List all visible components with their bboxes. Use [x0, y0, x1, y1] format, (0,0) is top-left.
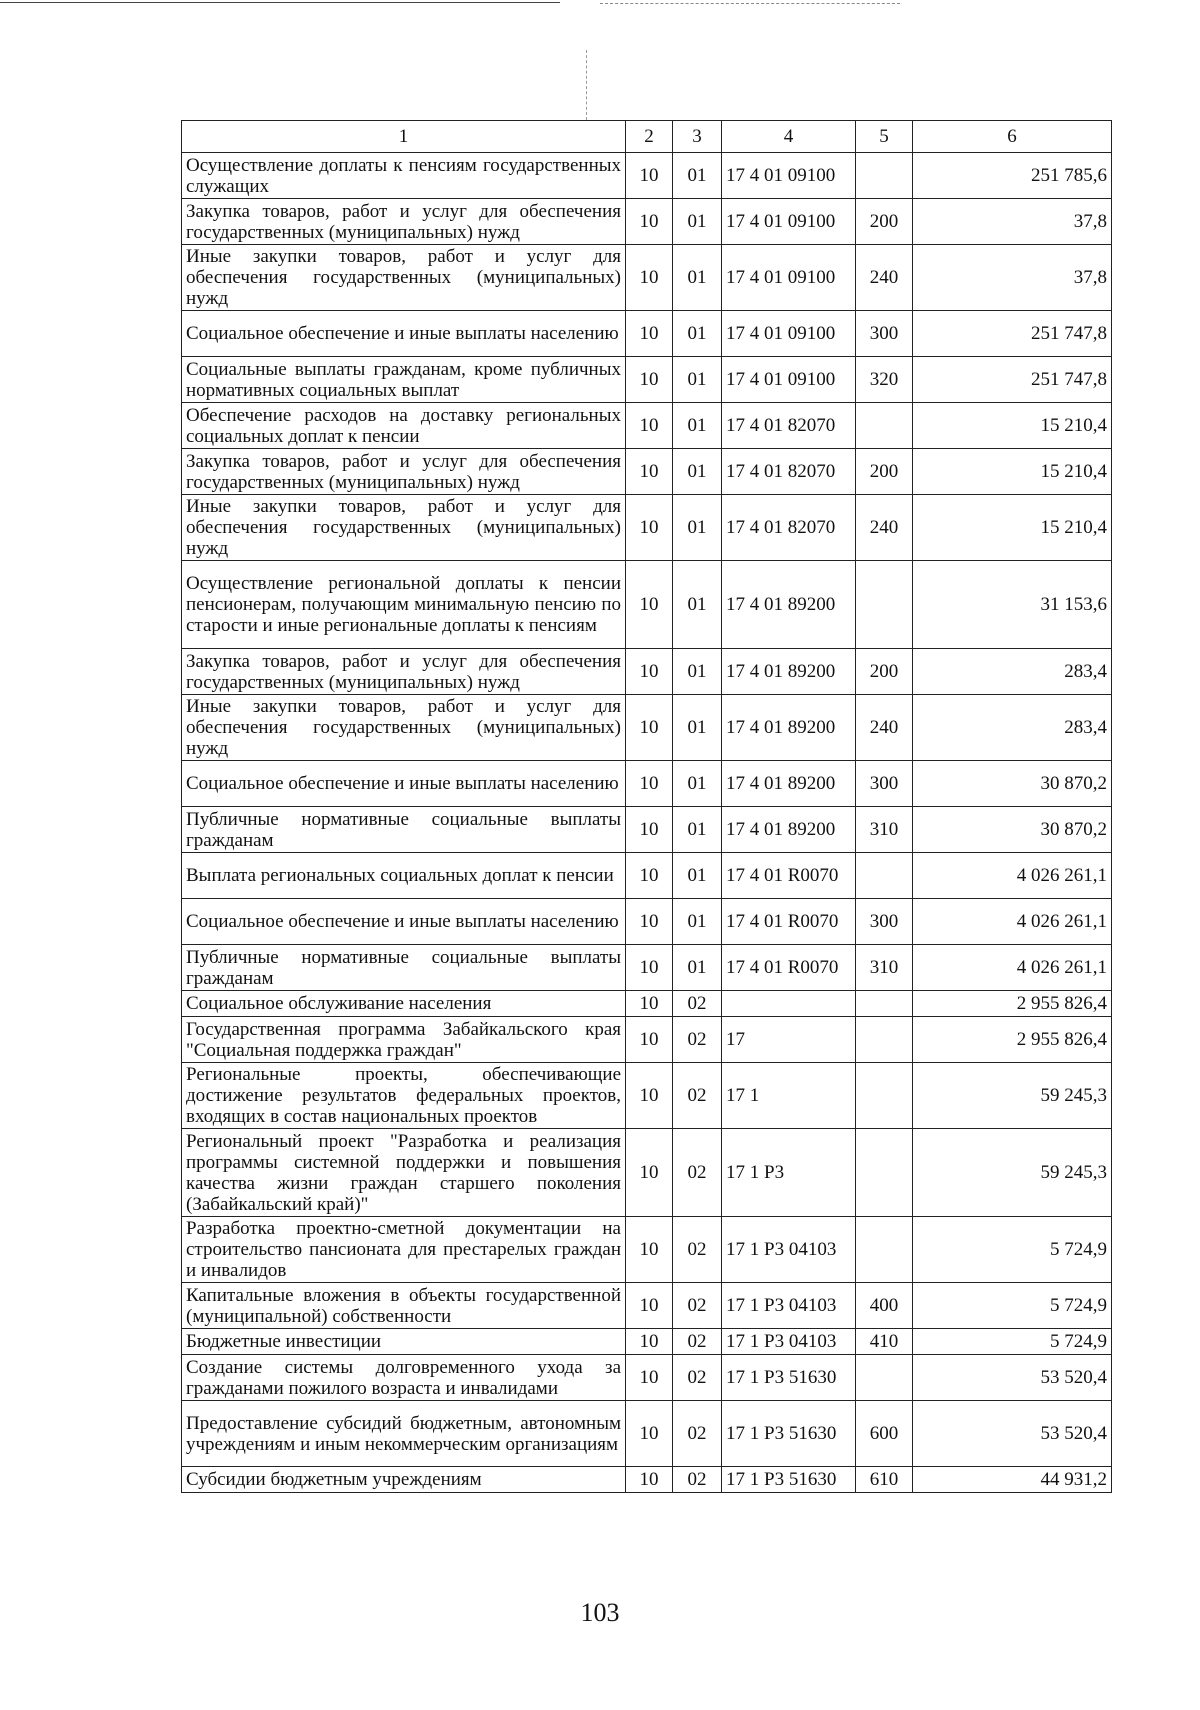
- row-name: Закупка товаров, работ и услуг для обеспечения государственных (муниципальных) нужд: [182, 649, 626, 695]
- budget-table: [181, 120, 1112, 1493]
- row-target-code: 17 1 Р3 04103: [722, 1329, 856, 1355]
- row-name: Бюджетные инвестиции: [182, 1329, 626, 1355]
- row-name: Осуществление доплаты к пенсиям государственных служащих: [182, 153, 626, 199]
- row-name: Предоставление субсидий бюджетным, автономным учреждениям и иным некоммерческим организациям: [182, 1401, 626, 1467]
- row-amount: 2 955 826,4: [913, 991, 1112, 1017]
- row-section: 10: [626, 357, 673, 403]
- row-target-code: 17 1 Р3 04103: [722, 1217, 856, 1283]
- row-target-code: 17: [722, 1017, 856, 1063]
- row-subsection: 01: [673, 945, 722, 991]
- row-name: Закупка товаров, работ и услуг для обеспечения государственных (муниципальных) нужд: [182, 449, 626, 495]
- table-row: [182, 1063, 1112, 1129]
- col-header: 5: [856, 121, 913, 153]
- table-row: [182, 695, 1112, 761]
- table-row: [182, 991, 1112, 1017]
- row-name: Социальное обеспечение и иные выплаты населению: [182, 761, 626, 807]
- row-expense-type: [856, 1129, 913, 1217]
- row-section: 10: [626, 945, 673, 991]
- row-amount: 30 870,2: [913, 761, 1112, 807]
- row-expense-type: [856, 1217, 913, 1283]
- row-expense-type: 300: [856, 761, 913, 807]
- row-target-code: 17 4 01 09100: [722, 311, 856, 357]
- row-subsection: 01: [673, 561, 722, 649]
- row-amount: 4 026 261,1: [913, 899, 1112, 945]
- row-section: 10: [626, 1217, 673, 1283]
- row-expense-type: 300: [856, 899, 913, 945]
- row-subsection: 01: [673, 153, 722, 199]
- row-target-code: 17 1 Р3 04103: [722, 1283, 856, 1329]
- row-subsection: 01: [673, 357, 722, 403]
- row-section: 10: [626, 1355, 673, 1401]
- col-header: 4: [722, 121, 856, 153]
- row-subsection: 02: [673, 1129, 722, 1217]
- table-row: [182, 807, 1112, 853]
- row-expense-type: 200: [856, 199, 913, 245]
- table-row: [182, 899, 1112, 945]
- row-expense-type: [856, 1063, 913, 1129]
- page-number: 103: [580, 1598, 620, 1627]
- row-amount: 283,4: [913, 695, 1112, 761]
- row-expense-type: [856, 991, 913, 1017]
- row-section: 10: [626, 695, 673, 761]
- row-amount: 59 245,3: [913, 1063, 1112, 1129]
- row-name: Иные закупки товаров, работ и услуг для обеспечения государственных (муниципальных) нужд: [182, 495, 626, 561]
- row-expense-type: 310: [856, 945, 913, 991]
- row-target-code: 17 4 01 09100: [722, 199, 856, 245]
- row-subsection: 02: [673, 1401, 722, 1467]
- table-row: [182, 495, 1112, 561]
- row-target-code: 17 4 01 89200: [722, 761, 856, 807]
- row-target-code: 17 4 01 R0070: [722, 899, 856, 945]
- row-amount: 15 210,4: [913, 449, 1112, 495]
- row-name: Региональные проекты, обеспечивающие достижение результатов федеральных проектов, входящих в состав национальных проектов: [182, 1063, 626, 1129]
- table-row: [182, 853, 1112, 899]
- row-target-code: 17 4 01 R0070: [722, 945, 856, 991]
- row-section: 10: [626, 991, 673, 1017]
- row-section: 10: [626, 1467, 673, 1493]
- row-amount: 4 026 261,1: [913, 853, 1112, 899]
- row-target-code: 17 4 01 82070: [722, 449, 856, 495]
- row-target-code: 17 4 01 09100: [722, 245, 856, 311]
- row-section: 10: [626, 1129, 673, 1217]
- col-header: 2: [626, 121, 673, 153]
- row-name: Выплата региональных социальных доплат к пенсии: [182, 853, 626, 899]
- table-row: [182, 561, 1112, 649]
- row-target-code: 17 1 Р3: [722, 1129, 856, 1217]
- col-header: 1: [182, 121, 626, 153]
- row-subsection: 02: [673, 1217, 722, 1283]
- row-expense-type: [856, 853, 913, 899]
- scan-artifact-line: [586, 50, 588, 120]
- row-subsection: 01: [673, 853, 722, 899]
- table-row: [182, 1355, 1112, 1401]
- row-target-code: 17 4 01 89200: [722, 561, 856, 649]
- row-section: 10: [626, 153, 673, 199]
- row-expense-type: 200: [856, 449, 913, 495]
- row-amount: 53 520,4: [913, 1401, 1112, 1467]
- table-row: [182, 153, 1112, 199]
- row-subsection: 01: [673, 403, 722, 449]
- row-expense-type: [856, 403, 913, 449]
- row-expense-type: 240: [856, 495, 913, 561]
- table-row: [182, 1329, 1112, 1355]
- row-amount: 251 785,6: [913, 153, 1112, 199]
- row-subsection: 01: [673, 495, 722, 561]
- row-name: Иные закупки товаров, работ и услуг для обеспечения государственных (муниципальных) нужд: [182, 695, 626, 761]
- row-section: 10: [626, 649, 673, 695]
- row-expense-type: 320: [856, 357, 913, 403]
- row-section: 10: [626, 245, 673, 311]
- row-target-code: [722, 991, 856, 1017]
- row-subsection: 01: [673, 649, 722, 695]
- row-section: 10: [626, 1401, 673, 1467]
- row-section: 10: [626, 403, 673, 449]
- row-subsection: 01: [673, 807, 722, 853]
- row-subsection: 02: [673, 1467, 722, 1493]
- row-amount: 30 870,2: [913, 807, 1112, 853]
- row-section: 10: [626, 561, 673, 649]
- row-section: 10: [626, 761, 673, 807]
- row-amount: 251 747,8: [913, 357, 1112, 403]
- row-subsection: 01: [673, 899, 722, 945]
- table-row: [182, 1401, 1112, 1467]
- row-target-code: 17 4 01 82070: [722, 403, 856, 449]
- row-section: 10: [626, 1329, 673, 1355]
- row-expense-type: [856, 561, 913, 649]
- row-name: Социальное обеспечение и иные выплаты населению: [182, 311, 626, 357]
- row-target-code: 17 4 01 09100: [722, 153, 856, 199]
- row-section: 10: [626, 1017, 673, 1063]
- row-amount: 44 931,2: [913, 1467, 1112, 1493]
- row-target-code: 17 4 01 89200: [722, 649, 856, 695]
- row-name: Разработка проектно-сметной документации на строительство пансионата для престарелых граждан и инвалидов: [182, 1217, 626, 1283]
- row-target-code: 17 4 01 89200: [722, 807, 856, 853]
- row-subsection: 01: [673, 695, 722, 761]
- row-expense-type: [856, 153, 913, 199]
- col-header: 3: [673, 121, 722, 153]
- row-subsection: 02: [673, 1283, 722, 1329]
- row-target-code: 17 4 01 89200: [722, 695, 856, 761]
- row-amount: 37,8: [913, 199, 1112, 245]
- row-target-code: 17 4 01 09100: [722, 357, 856, 403]
- row-expense-type: 300: [856, 311, 913, 357]
- row-section: 10: [626, 1283, 673, 1329]
- row-subsection: 02: [673, 1355, 722, 1401]
- row-subsection: 02: [673, 991, 722, 1017]
- row-expense-type: 610: [856, 1467, 913, 1493]
- row-name: Субсидии бюджетным учреждениям: [182, 1467, 626, 1493]
- row-subsection: 02: [673, 1063, 722, 1129]
- row-target-code: 17 1 Р3 51630: [722, 1401, 856, 1467]
- row-subsection: 02: [673, 1017, 722, 1063]
- row-name: Региональный проект "Разработка и реализация программы системной поддержки и повышения качества жизни граждан старшего поколения (Забайкальский край)": [182, 1129, 626, 1217]
- row-name: Создание системы долговременного ухода за гражданами пожилого возраста и инвалидами: [182, 1355, 626, 1401]
- row-subsection: 01: [673, 761, 722, 807]
- row-section: 10: [626, 199, 673, 245]
- row-amount: 5 724,9: [913, 1329, 1112, 1355]
- row-amount: 53 520,4: [913, 1355, 1112, 1401]
- row-expense-type: 200: [856, 649, 913, 695]
- table-row: [182, 649, 1112, 695]
- row-section: 10: [626, 1063, 673, 1129]
- row-subsection: 01: [673, 245, 722, 311]
- row-expense-type: 400: [856, 1283, 913, 1329]
- scan-top-dashes: [600, 3, 900, 5]
- row-amount: 283,4: [913, 649, 1112, 695]
- table-row: [182, 199, 1112, 245]
- row-name: Закупка товаров, работ и услуг для обеспечения государственных (муниципальных) нужд: [182, 199, 626, 245]
- row-expense-type: 410: [856, 1329, 913, 1355]
- row-name: Осуществление региональной доплаты к пенсии пенсионерам, получающим минимальную пенсию по старости и иные региональные доплаты к пенсиям: [182, 561, 626, 649]
- table-row: [182, 1217, 1112, 1283]
- row-section: 10: [626, 807, 673, 853]
- row-target-code: 17 1 Р3 51630: [722, 1355, 856, 1401]
- row-name: Публичные нормативные социальные выплаты гражданам: [182, 945, 626, 991]
- table-row: [182, 311, 1112, 357]
- row-amount: 251 747,8: [913, 311, 1112, 357]
- row-amount: 5 724,9: [913, 1217, 1112, 1283]
- table-row: [182, 1467, 1112, 1493]
- row-name: Социальное обеспечение и иные выплаты населению: [182, 899, 626, 945]
- row-expense-type: 600: [856, 1401, 913, 1467]
- row-section: 10: [626, 449, 673, 495]
- row-amount: 59 245,3: [913, 1129, 1112, 1217]
- row-amount: 4 026 261,1: [913, 945, 1112, 991]
- row-expense-type: 240: [856, 245, 913, 311]
- row-section: 10: [626, 899, 673, 945]
- row-name: Социальные выплаты гражданам, кроме публичных нормативных социальных выплат: [182, 357, 626, 403]
- row-amount: 31 153,6: [913, 561, 1112, 649]
- row-amount: 37,8: [913, 245, 1112, 311]
- row-target-code: 17 4 01 82070: [722, 495, 856, 561]
- col-header: 6: [913, 121, 1112, 153]
- row-amount: 15 210,4: [913, 403, 1112, 449]
- row-name: Государственная программа Забайкальского края "Социальная поддержка граждан": [182, 1017, 626, 1063]
- table-row: [182, 1129, 1112, 1217]
- row-name: Социальное обслуживание населения: [182, 991, 626, 1017]
- row-target-code: 17 1: [722, 1063, 856, 1129]
- row-amount: 5 724,9: [913, 1283, 1112, 1329]
- row-subsection: 01: [673, 311, 722, 357]
- row-name: Иные закупки товаров, работ и услуг для обеспечения государственных (муниципальных) нужд: [182, 245, 626, 311]
- row-target-code: 17 4 01 R0070: [722, 853, 856, 899]
- table-row: [182, 245, 1112, 311]
- table-row: [182, 1283, 1112, 1329]
- row-section: 10: [626, 853, 673, 899]
- table-row: [182, 761, 1112, 807]
- row-subsection: 01: [673, 199, 722, 245]
- row-name: Капитальные вложения в объекты государственной (муниципальной) собственности: [182, 1283, 626, 1329]
- table-row: [182, 357, 1112, 403]
- row-section: 10: [626, 311, 673, 357]
- row-expense-type: 310: [856, 807, 913, 853]
- table-row: [182, 449, 1112, 495]
- row-name: Публичные нормативные социальные выплаты гражданам: [182, 807, 626, 853]
- scan-top-border: [0, 2, 560, 3]
- table-row: [182, 403, 1112, 449]
- row-expense-type: [856, 1017, 913, 1063]
- row-target-code: 17 1 Р3 51630: [722, 1467, 856, 1493]
- row-section: 10: [626, 495, 673, 561]
- row-expense-type: [856, 1355, 913, 1401]
- row-expense-type: 240: [856, 695, 913, 761]
- row-amount: 15 210,4: [913, 495, 1112, 561]
- table-header-row: [182, 121, 1112, 153]
- table-row: [182, 1017, 1112, 1063]
- table-row: [182, 945, 1112, 991]
- row-amount: 2 955 826,4: [913, 1017, 1112, 1063]
- row-subsection: 01: [673, 449, 722, 495]
- row-subsection: 02: [673, 1329, 722, 1355]
- row-name: Обеспечение расходов на доставку региональных социальных доплат к пенсии: [182, 403, 626, 449]
